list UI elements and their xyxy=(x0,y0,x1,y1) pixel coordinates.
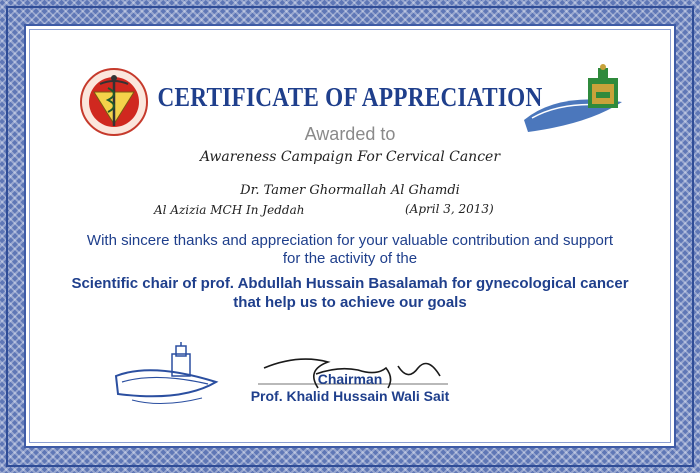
chair-description xyxy=(0,274,700,312)
recipient-name: Dr. Tamer Ghormallah Al Ghamdi xyxy=(240,183,460,198)
recipient-location: Al Azizia MCH In Jeddah xyxy=(154,203,305,217)
signatory-role: Chairman xyxy=(317,371,383,387)
thanks-message xyxy=(0,232,700,268)
chair-line-1: Scientific chair of prof. Abdullah Hussain Basalamah for gynecological cancer xyxy=(71,275,629,292)
award-date: (April 3, 2013) xyxy=(405,202,494,216)
thanks-line-1: With sincere thanks and appreciation for your valuable contribution and support xyxy=(86,232,614,249)
thanks-line-2: for the activity of the xyxy=(282,250,418,267)
certificate-title: CERTIFICATE OF APPRECIATION xyxy=(157,82,543,112)
chair-line-2: that help us to achieve our goals xyxy=(233,294,467,311)
recipient-campaign: Awareness Campaign For Cervical Cancer xyxy=(199,149,501,165)
signatory-name: Prof. Khalid Hussain Wali Sait xyxy=(250,388,450,404)
awarded-to-label: Awarded to xyxy=(304,124,396,144)
